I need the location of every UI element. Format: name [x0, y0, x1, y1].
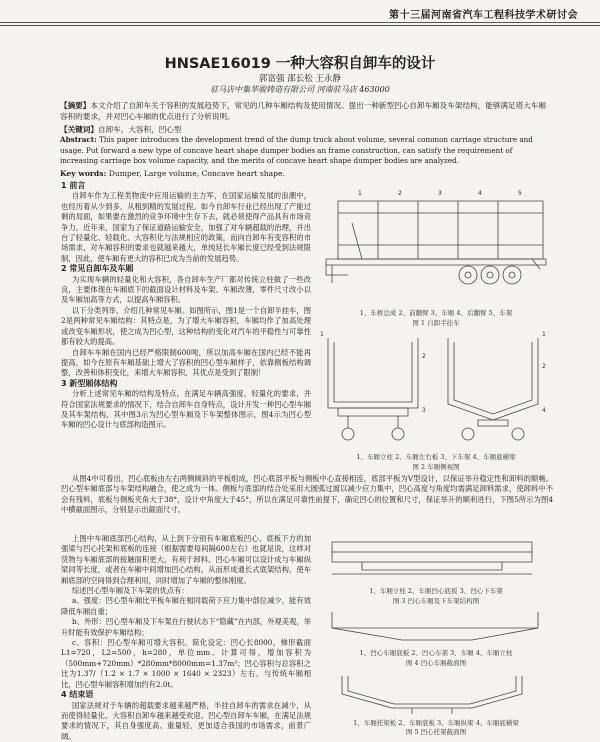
- svg-text:3: 3: [422, 407, 426, 414]
- svg-text:2: 2: [422, 353, 426, 360]
- paper-affiliation: 驻马店中集华骏铸造有限公司 河南驻马店 463000: [0, 84, 600, 95]
- conference-header: 第十三届河南省汽车工程科技学术研讨会: [389, 6, 578, 21]
- section-3-item-a: a、强度：凹心型车厢比平板车厢在相同载荷下应力集中部位减少，能有效降低车厢自重；: [61, 596, 311, 617]
- figure-1-drawing: [318, 183, 554, 303]
- figure-4-caption: 1、凹心车厢底板 2、凹心车架 3、车厢 4、车厢立柱: [318, 648, 554, 657]
- figure-3-label: 图 3 凹心车厢及下车架结构图: [318, 596, 554, 605]
- section-1-heading: 1 前言: [61, 181, 311, 191]
- keywords-cn: [60, 124, 548, 135]
- svg-text:1: 1: [358, 190, 362, 197]
- section-3-p2: 从图4中可看出，凹心底板由左右两侧倾斜的平板组成，凹心底部平板与侧板中心直接相连，底部平板为V型设计，以保证举升稳定性和卸料的顺畅。凹心型车厢底部与车架结构融合，使之成为一体。侧板与底部的结合处采用大圆弧过渡以减少应力集中，凹心高度与角度均需满足卸料需求，使卸料中不会有残料，底板与侧板夹角大于38°，设计中角度大于45°，所以在满足可靠性前提下，确定凹心的位置和尺寸，保证举升的顺利进行，下图5所示为图4中横截面图示，分别显示出截面尺寸。: [61, 474, 553, 516]
- keywords-en-label: Key words:: [60, 169, 106, 178]
- svg-text:1: 1: [542, 331, 546, 338]
- svg-text:4: 4: [478, 190, 482, 197]
- section-4-heading: 4 结束语: [61, 690, 311, 700]
- figure-2-caption: 1、车厢立柱 2、车厢左右板 3、下车架 4、车厢底横梁: [318, 452, 554, 461]
- section-2-p3: 自卸车车厢在国内已经严格限制600吨，所以加高车厢在国内已经不能再提高，如今在原有车厢基础上增大了容积的凹心型车厢样子，依靠侧板结构调整，改善和体积变化，来增大车厢容积，其优点是受到了限制！: [61, 348, 311, 379]
- svg-text:1: 1: [320, 331, 324, 338]
- abstract-en-label: Abstract:: [60, 135, 97, 144]
- section-2-p2: 以下分类列举，介绍几种常见车厢。如图所示，图1是一个自卸半挂车，图2是两种常见车厢结构：其特点是，为了增大车厢容积，车厢均作了加高处理或改变车厢形状，使之成为凹心型，这种结构的变化对汽车的平稳性与可靠性都有较大的提高。: [61, 306, 311, 348]
- figure-3-caption: 1、车厢立柱 2、车厢凹心底板 3、凹心下车架: [318, 586, 554, 595]
- section-3-heading: 3 新型厢体结构: [61, 379, 311, 389]
- header-rule: [0, 22, 600, 23]
- left-column: [61, 181, 311, 471]
- figure-1-label: 图 1 自卸半挂车: [318, 318, 554, 327]
- keywords-cn-text: 自卸车，大容积，凹心型: [98, 125, 182, 134]
- svg-text:3: 3: [438, 190, 442, 197]
- section-2-p1: 为实现车辆的轻量化和大容积，各自卸车生产厂都对传统立柱做了一些改良，主要体现在车厢底下的截面设计材料及车架、车厢改薄，零件尺寸改小以及车厢加高等方式，以提高车厢容积。: [61, 275, 311, 306]
- svg-text:4: 4: [542, 407, 546, 414]
- section-3-p4: 综述凹心型车厢及下车架的优点有：: [61, 586, 311, 596]
- header-rule-thin: [0, 25, 600, 26]
- section-1-text: 自卸车作为工程类物流中应用运输的主力军，在国家运输发展的浪潮中，也经历着从少到多，从粗到精的发展过程。如今自卸车行业已经出现了产能过剩的局面，如果要在激烈的竞争环境中生存下去，就必须使得产品具有市场竞争力，近年来，国家为了保证道路运输安全，加强了对车辆超载的治理，并出台了轻量化、轻载化、大容积化与法规相应的政策，而向自卸车有变容积的市场需求，对车厢容积的要求也就越来越大，单纯延长车厢长度已经受到法规限制，因此，使车厢有更大的容积已成为当前的发展趋势。: [61, 191, 311, 264]
- figure-4-label: 图 4 凹心车厢截面图: [318, 658, 554, 667]
- figure-2-label: 图 2 车厢侧视图: [318, 462, 554, 471]
- section-2-heading: 2 常见自卸车及车厢: [61, 264, 311, 274]
- figure-5-label: 图 5 凹心托架截面图: [318, 727, 554, 736]
- paper-authors: 郭富强 邵长松 王永静: [0, 72, 600, 84]
- left-column-lower: [61, 534, 311, 734]
- keywords-cn-label: 【关键词】: [60, 125, 98, 134]
- svg-text:2: 2: [398, 190, 402, 197]
- section-3-item-b: b、外形：凹心型车厢及下车架在行驶状态下“隐藏”在内部，外观美观，举升时能有效保护车厢结构；: [61, 617, 311, 638]
- section-3-item-c: c、容积：凹心型车厢可增大容积。简化设定：凹心长8000，梯形截面 L1=720，L2=500，h=280，单位mm。计算可得，增加容积为（500mm+720mm）*280mm*8000mm=1.37m³；凹心容积与总容积之比为1.37/（1.2 × 1.7 × 1000 × 1640 × 2323）左右，与传统车厢相比，凹心型车厢容积增加约有2.0t。: [61, 638, 311, 690]
- abstract-en-text: This paper introduces the development trend of the dump truck about volume, several common carriage structure and usage. Put forward a new type of concave heart shape dumper bodies an frame construction, can satisfy the requirement of increasing carriage box volume capacity, and the merits of concave heart shape dumper bodies are analyzed.: [60, 135, 533, 165]
- abstract-en: [60, 135, 548, 167]
- section-4-text: 国家法规对于车辆的超载要求越来越严格，半挂自卸车的需求在减少，从而使得轻量化、大容积自卸车越来越受欢迎。凹心型自卸车车厢，在满足法规要求的情况下，其自身强度高、重量轻，更加适合我国的市场需求，前景广阔。: [61, 701, 311, 742]
- keywords-en-text: Dumper, Large volume, Concave heart shape.: [109, 169, 285, 178]
- abstract-cn-label: 【摘要】: [60, 101, 90, 110]
- svg-text:2: 2: [542, 363, 546, 370]
- section-3-p3: 上图中车厢底部凹心结构，从上到下分别有车厢底板凹心、底板下方的加强梁与凹心托架和底板的连接（根据需要每间隔600左右）也就是说，这样对货物与车厢底部的接触面积更大，有利于卸料。凹心车厢可以设计成与车厢纵梁同等长度，或者在车厢中间增加凹心结构，从而形成通长式底架结构，使车厢底部的空间得到合理利用，同时增加了车厢的整体刚度。: [61, 534, 311, 586]
- paper-title: HNSAE16019 一种大容积自卸车的设计: [0, 52, 600, 73]
- keywords-en: [60, 168, 548, 179]
- svg-text:5: 5: [518, 190, 522, 197]
- figure-4-drawing: [322, 606, 548, 646]
- abstract-cn: [60, 100, 548, 122]
- section-3-body: [61, 474, 553, 530]
- figure-1-caption: 1、车桥总成 2、前翻臂 3、车厢 4、后翻臂 5、车架: [318, 308, 554, 317]
- figure-5-caption: 1、车厢托梁板 2、车厢底板 3、车厢纵梁 4、车厢底横梁: [318, 718, 554, 727]
- abstract-cn-text: 本文介绍了自卸车关于容积的发展趋势下，常见的几种车厢结构及使用情况。提出一种新型凹心自卸车厢及车架结构，能够满足塔大车厢容积的要求，并对凹心车厢的优点进行了分析说明。: [60, 101, 546, 121]
- figure-5-drawing: [322, 670, 548, 716]
- figure-3-drawing: [322, 534, 548, 584]
- figure-2-drawing: [318, 328, 554, 448]
- section-3-p1: 分析上述常见车厢的结构及特点，在满足车辆高强度、轻量化的要求，并符合国家法规要求的情况下，结合自卸车自身特点，设计开发一种凹心型车厢及其车架结构，其中图3示为凹心型车厢及下车架整体图示，图4示为凹心型车厢的凹心设计与底部构造图示。: [61, 389, 311, 431]
